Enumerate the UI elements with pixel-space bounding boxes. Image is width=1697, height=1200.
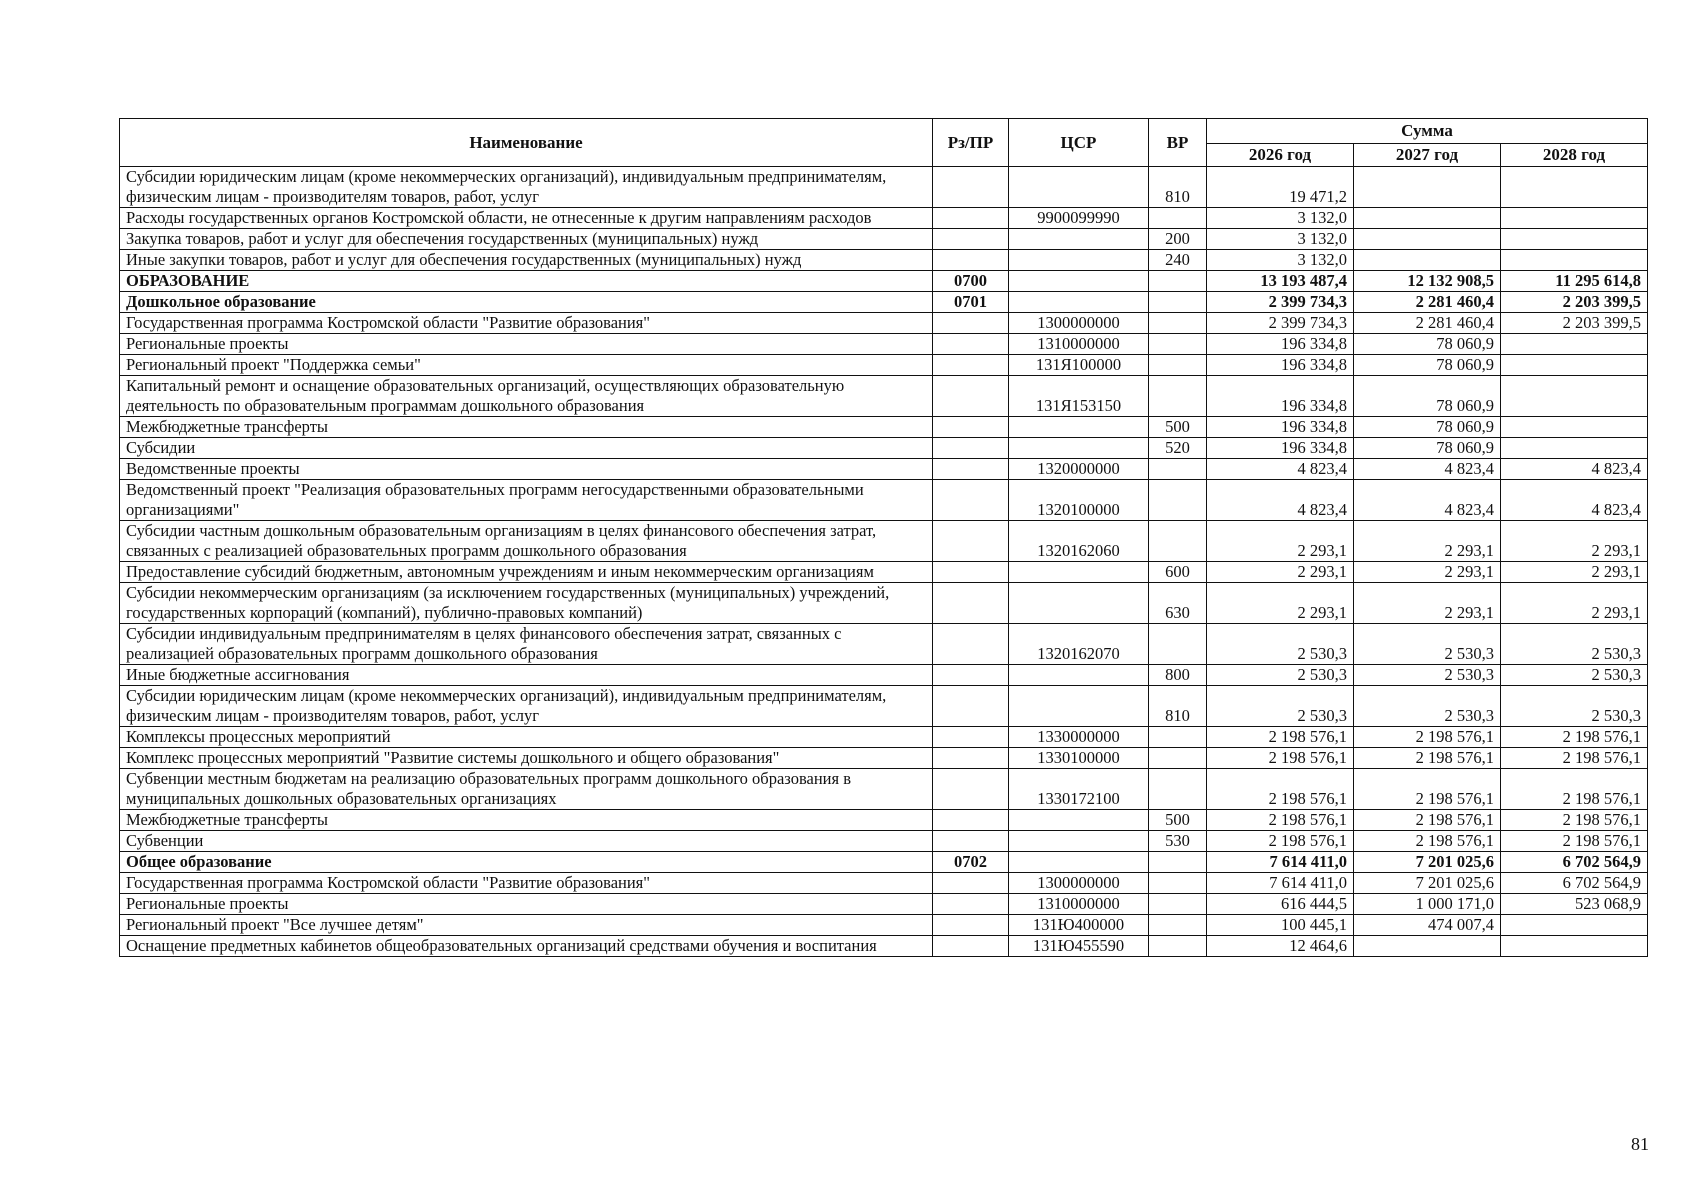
budget-table [119, 118, 1648, 957]
cell-2026: 196 334,8 [1207, 355, 1354, 376]
cell-2026: 2 198 576,1 [1207, 727, 1354, 748]
cell-2028 [1501, 355, 1648, 376]
table-row [120, 769, 1648, 810]
cell-rz-pr [933, 727, 1009, 748]
cell-2027: 1 000 171,0 [1354, 894, 1501, 915]
cell-vr [1149, 334, 1207, 355]
cell-csr [1009, 167, 1149, 208]
cell-csr [1009, 562, 1149, 583]
table-row [120, 936, 1648, 957]
cell-name: Субвенции [120, 831, 933, 852]
cell-name: Оснащение предметных кабинетов общеобразовательных организаций средствами обучения и воспитания [120, 936, 933, 957]
cell-2027: 2 293,1 [1354, 583, 1501, 624]
cell-2028: 2 198 576,1 [1501, 748, 1648, 769]
cell-vr [1149, 748, 1207, 769]
table-row [120, 167, 1648, 208]
cell-rz-pr [933, 894, 1009, 915]
table-row [120, 229, 1648, 250]
cell-rz-pr [933, 229, 1009, 250]
cell-vr [1149, 624, 1207, 665]
cell-csr [1009, 229, 1149, 250]
cell-rz-pr [933, 562, 1009, 583]
cell-2026: 2 198 576,1 [1207, 748, 1354, 769]
cell-vr: 500 [1149, 810, 1207, 831]
cell-rz-pr: 0700 [933, 271, 1009, 292]
cell-2028 [1501, 167, 1648, 208]
cell-2026: 2 399 734,3 [1207, 313, 1354, 334]
cell-name: Дошкольное образование [120, 292, 933, 313]
cell-name: Общее образование [120, 852, 933, 873]
cell-2028: 2 293,1 [1501, 521, 1648, 562]
cell-rz-pr [933, 521, 1009, 562]
cell-2028 [1501, 376, 1648, 417]
cell-vr [1149, 292, 1207, 313]
cell-name: Субвенции местным бюджетам на реализацию образовательных программ дошкольного образования в муниципальных дошкольных образовательных организациях [120, 769, 933, 810]
cell-2028: 2 203 399,5 [1501, 292, 1648, 313]
cell-2028: 523 068,9 [1501, 894, 1648, 915]
cell-2028: 11 295 614,8 [1501, 271, 1648, 292]
cell-2028: 2 530,3 [1501, 624, 1648, 665]
cell-name: Государственная программа Костромской области "Развитие образования" [120, 873, 933, 894]
cell-rz-pr [933, 250, 1009, 271]
cell-csr: 1300000000 [1009, 313, 1149, 334]
cell-rz-pr [933, 417, 1009, 438]
cell-2027: 4 823,4 [1354, 480, 1501, 521]
cell-name: Государственная программа Костромской области "Развитие образования" [120, 313, 933, 334]
cell-vr [1149, 521, 1207, 562]
header-vr: ВР [1149, 119, 1207, 167]
cell-2027: 4 823,4 [1354, 459, 1501, 480]
cell-vr [1149, 915, 1207, 936]
cell-csr [1009, 810, 1149, 831]
cell-rz-pr [933, 438, 1009, 459]
cell-name: Межбюджетные трансферты [120, 417, 933, 438]
cell-2028 [1501, 915, 1648, 936]
cell-vr: 600 [1149, 562, 1207, 583]
cell-2026: 196 334,8 [1207, 334, 1354, 355]
cell-csr [1009, 852, 1149, 873]
table-row [120, 583, 1648, 624]
cell-2028 [1501, 334, 1648, 355]
cell-csr [1009, 417, 1149, 438]
cell-2027: 2 281 460,4 [1354, 313, 1501, 334]
cell-2026: 2 293,1 [1207, 583, 1354, 624]
table-row [120, 334, 1648, 355]
cell-2026: 13 193 487,4 [1207, 271, 1354, 292]
cell-rz-pr [933, 167, 1009, 208]
cell-csr [1009, 250, 1149, 271]
table-row [120, 208, 1648, 229]
cell-2026: 2 399 734,3 [1207, 292, 1354, 313]
cell-2027: 7 201 025,6 [1354, 873, 1501, 894]
cell-2028: 2 198 576,1 [1501, 831, 1648, 852]
cell-vr: 500 [1149, 417, 1207, 438]
cell-2028: 4 823,4 [1501, 459, 1648, 480]
cell-rz-pr [933, 355, 1009, 376]
cell-2027: 2 198 576,1 [1354, 748, 1501, 769]
table-row [120, 313, 1648, 334]
cell-2027 [1354, 208, 1501, 229]
cell-csr: 1310000000 [1009, 894, 1149, 915]
table-row [120, 271, 1648, 292]
table-row [120, 686, 1648, 727]
cell-rz-pr: 0702 [933, 852, 1009, 873]
cell-2027 [1354, 229, 1501, 250]
cell-2027: 78 060,9 [1354, 334, 1501, 355]
table-row [120, 480, 1648, 521]
cell-2026: 4 823,4 [1207, 459, 1354, 480]
cell-2027: 474 007,4 [1354, 915, 1501, 936]
cell-rz-pr [933, 686, 1009, 727]
cell-csr [1009, 292, 1149, 313]
cell-vr: 240 [1149, 250, 1207, 271]
table-row [120, 873, 1648, 894]
cell-vr [1149, 313, 1207, 334]
cell-2028 [1501, 417, 1648, 438]
cell-rz-pr [933, 313, 1009, 334]
table-header [120, 119, 1648, 167]
cell-vr [1149, 769, 1207, 810]
cell-vr [1149, 852, 1207, 873]
header-name: Наименование [120, 119, 933, 167]
cell-2027: 2 198 576,1 [1354, 810, 1501, 831]
cell-name: Межбюджетные трансферты [120, 810, 933, 831]
cell-name: Расходы государственных органов Костромской области, не отнесенные к другим направлениям расходов [120, 208, 933, 229]
cell-vr: 810 [1149, 167, 1207, 208]
header-year-2028: 2028 год [1501, 144, 1648, 167]
cell-2026: 2 530,3 [1207, 624, 1354, 665]
table-body [120, 167, 1648, 957]
cell-2027: 2 198 576,1 [1354, 727, 1501, 748]
table-row [120, 915, 1648, 936]
table-row [120, 894, 1648, 915]
cell-rz-pr [933, 748, 1009, 769]
cell-vr [1149, 480, 1207, 521]
cell-2026: 3 132,0 [1207, 250, 1354, 271]
cell-2028: 2 293,1 [1501, 562, 1648, 583]
cell-rz-pr [933, 831, 1009, 852]
cell-rz-pr [933, 873, 1009, 894]
cell-2028: 6 702 564,9 [1501, 852, 1648, 873]
cell-rz-pr [933, 208, 1009, 229]
cell-csr: 1330000000 [1009, 727, 1149, 748]
cell-name: Региональный проект "Поддержка семьи" [120, 355, 933, 376]
cell-2027 [1354, 167, 1501, 208]
cell-2027: 78 060,9 [1354, 417, 1501, 438]
cell-vr [1149, 727, 1207, 748]
header-sum: Сумма [1207, 119, 1648, 144]
cell-vr: 630 [1149, 583, 1207, 624]
cell-csr: 131Ю400000 [1009, 915, 1149, 936]
cell-2026: 3 132,0 [1207, 208, 1354, 229]
cell-2026: 7 614 411,0 [1207, 873, 1354, 894]
cell-name: Региональные проекты [120, 334, 933, 355]
cell-2026: 4 823,4 [1207, 480, 1354, 521]
cell-name: Субсидии [120, 438, 933, 459]
cell-csr: 131Я153150 [1009, 376, 1149, 417]
cell-2028: 2 198 576,1 [1501, 769, 1648, 810]
cell-2028 [1501, 229, 1648, 250]
cell-2026: 100 445,1 [1207, 915, 1354, 936]
cell-name: ОБРАЗОВАНИЕ [120, 271, 933, 292]
cell-csr [1009, 438, 1149, 459]
cell-name: Субсидии частным дошкольным образовательным организациям в целях финансового обеспечения затрат, связанных с реализацией образовательных программ дошкольного образования [120, 521, 933, 562]
cell-2027: 2 530,3 [1354, 665, 1501, 686]
cell-name: Субсидии юридическим лицам (кроме некоммерческих организаций), индивидуальным предпринимателям, физическим лицам - производителям товаров, работ, услуг [120, 167, 933, 208]
cell-csr: 1320000000 [1009, 459, 1149, 480]
cell-name: Субсидии юридическим лицам (кроме некоммерческих организаций), индивидуальным предпринимателям, физическим лицам - производителям товаров, работ, услуг [120, 686, 933, 727]
cell-vr [1149, 459, 1207, 480]
cell-2026: 2 198 576,1 [1207, 810, 1354, 831]
cell-csr [1009, 665, 1149, 686]
cell-rz-pr [933, 665, 1009, 686]
cell-2028 [1501, 936, 1648, 957]
table-row [120, 810, 1648, 831]
cell-2028 [1501, 438, 1648, 459]
cell-2028: 2 203 399,5 [1501, 313, 1648, 334]
cell-2027: 2 281 460,4 [1354, 292, 1501, 313]
cell-csr: 1320162070 [1009, 624, 1149, 665]
header-year-2027: 2027 год [1354, 144, 1501, 167]
cell-2026: 7 614 411,0 [1207, 852, 1354, 873]
cell-2027: 78 060,9 [1354, 438, 1501, 459]
cell-2027: 12 132 908,5 [1354, 271, 1501, 292]
cell-2028: 2 530,3 [1501, 665, 1648, 686]
cell-vr: 200 [1149, 229, 1207, 250]
cell-2026: 2 198 576,1 [1207, 831, 1354, 852]
cell-2028: 2 198 576,1 [1501, 810, 1648, 831]
cell-name: Предоставление субсидий бюджетным, автономным учреждениям и иным некоммерческим организациям [120, 562, 933, 583]
table-row [120, 665, 1648, 686]
cell-2027 [1354, 250, 1501, 271]
cell-csr: 1320162060 [1009, 521, 1149, 562]
table-row [120, 624, 1648, 665]
cell-csr: 131Я100000 [1009, 355, 1149, 376]
cell-vr [1149, 894, 1207, 915]
table-row [120, 292, 1648, 313]
cell-2027: 2 198 576,1 [1354, 769, 1501, 810]
cell-vr [1149, 355, 1207, 376]
cell-2027: 78 060,9 [1354, 355, 1501, 376]
cell-2028: 4 823,4 [1501, 480, 1648, 521]
cell-2026: 2 530,3 [1207, 686, 1354, 727]
cell-2028: 2 198 576,1 [1501, 727, 1648, 748]
cell-rz-pr [933, 376, 1009, 417]
cell-rz-pr [933, 334, 1009, 355]
table-row [120, 727, 1648, 748]
cell-csr: 1330100000 [1009, 748, 1149, 769]
cell-rz-pr [933, 810, 1009, 831]
table-row [120, 417, 1648, 438]
cell-csr [1009, 271, 1149, 292]
cell-2026: 12 464,6 [1207, 936, 1354, 957]
cell-2027: 78 060,9 [1354, 376, 1501, 417]
cell-2028: 2 293,1 [1501, 583, 1648, 624]
table-row [120, 748, 1648, 769]
cell-vr [1149, 208, 1207, 229]
cell-2027: 7 201 025,6 [1354, 852, 1501, 873]
cell-2027: 2 198 576,1 [1354, 831, 1501, 852]
cell-csr: 1310000000 [1009, 334, 1149, 355]
cell-csr [1009, 831, 1149, 852]
table-row [120, 376, 1648, 417]
cell-rz-pr [933, 480, 1009, 521]
cell-csr: 1330172100 [1009, 769, 1149, 810]
cell-2027: 2 530,3 [1354, 686, 1501, 727]
cell-2028: 2 530,3 [1501, 686, 1648, 727]
cell-name: Региональные проекты [120, 894, 933, 915]
cell-name: Субсидии индивидуальным предпринимателям в целях финансового обеспечения затрат, связанных с реализацией образовательных программ дошкольного образования [120, 624, 933, 665]
cell-rz-pr [933, 583, 1009, 624]
cell-name: Комплексы процессных мероприятий [120, 727, 933, 748]
cell-name: Региональный проект "Все лучшее детям" [120, 915, 933, 936]
cell-2026: 2 198 576,1 [1207, 769, 1354, 810]
cell-vr: 800 [1149, 665, 1207, 686]
cell-csr [1009, 583, 1149, 624]
cell-2028 [1501, 250, 1648, 271]
cell-2026: 3 132,0 [1207, 229, 1354, 250]
cell-rz-pr [933, 936, 1009, 957]
cell-vr: 810 [1149, 686, 1207, 727]
cell-rz-pr [933, 459, 1009, 480]
table-row [120, 355, 1648, 376]
cell-csr: 1320100000 [1009, 480, 1149, 521]
cell-2026: 19 471,2 [1207, 167, 1354, 208]
cell-csr: 1300000000 [1009, 873, 1149, 894]
header-csr: ЦСР [1009, 119, 1149, 167]
cell-rz-pr [933, 624, 1009, 665]
cell-name: Закупка товаров, работ и услуг для обеспечения государственных (муниципальных) нужд [120, 229, 933, 250]
cell-name: Субсидии некоммерческим организациям (за исключением государственных (муниципальных) учреждений, государственных корпораций (компаний), публично-правовых компаний) [120, 583, 933, 624]
cell-2027 [1354, 936, 1501, 957]
cell-2026: 2 530,3 [1207, 665, 1354, 686]
table-row [120, 438, 1648, 459]
cell-2026: 2 293,1 [1207, 521, 1354, 562]
table-row [120, 562, 1648, 583]
cell-rz-pr [933, 769, 1009, 810]
cell-csr: 131Ю455590 [1009, 936, 1149, 957]
cell-csr: 9900099990 [1009, 208, 1149, 229]
cell-vr [1149, 376, 1207, 417]
cell-vr [1149, 873, 1207, 894]
cell-2026: 196 334,8 [1207, 376, 1354, 417]
table-row [120, 831, 1648, 852]
cell-2026: 616 444,5 [1207, 894, 1354, 915]
cell-vr: 530 [1149, 831, 1207, 852]
cell-name: Капитальный ремонт и оснащение образовательных организаций, осуществляющих образовательную деятельность по образовательным программам дошкольного образования [120, 376, 933, 417]
header-year-2026: 2026 год [1207, 144, 1354, 167]
cell-2027: 2 530,3 [1354, 624, 1501, 665]
cell-csr [1009, 686, 1149, 727]
cell-name: Комплекс процессных мероприятий "Развитие системы дошкольного и общего образования" [120, 748, 933, 769]
cell-name: Ведомственные проекты [120, 459, 933, 480]
table-row [120, 852, 1648, 873]
cell-2027: 2 293,1 [1354, 521, 1501, 562]
cell-2026: 196 334,8 [1207, 438, 1354, 459]
cell-2028 [1501, 208, 1648, 229]
cell-2026: 2 293,1 [1207, 562, 1354, 583]
cell-name: Иные закупки товаров, работ и услуг для обеспечения государственных (муниципальных) нужд [120, 250, 933, 271]
cell-2028: 6 702 564,9 [1501, 873, 1648, 894]
cell-2026: 196 334,8 [1207, 417, 1354, 438]
header-rz-pr: Рз/ПР [933, 119, 1009, 167]
cell-name: Ведомственный проект "Реализация образовательных программ негосударственными образовательными организациями" [120, 480, 933, 521]
cell-2027: 2 293,1 [1354, 562, 1501, 583]
cell-vr [1149, 271, 1207, 292]
cell-vr [1149, 936, 1207, 957]
cell-name: Иные бюджетные ассигнования [120, 665, 933, 686]
table-row [120, 250, 1648, 271]
cell-rz-pr: 0701 [933, 292, 1009, 313]
cell-rz-pr [933, 915, 1009, 936]
cell-vr: 520 [1149, 438, 1207, 459]
table-row [120, 459, 1648, 480]
page-number: 81 [1631, 1134, 1649, 1154]
table-row [120, 521, 1648, 562]
